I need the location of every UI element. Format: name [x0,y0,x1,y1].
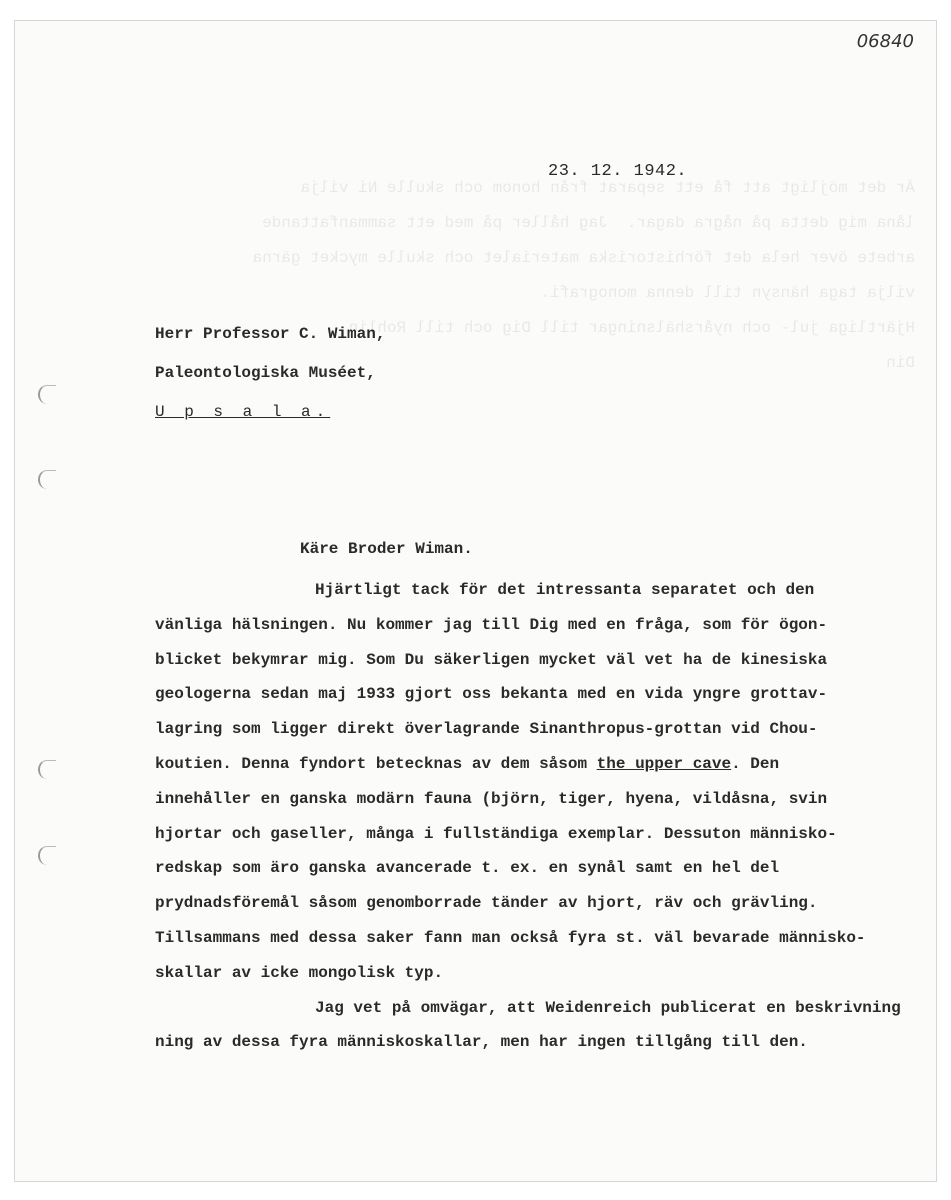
punch-hole-4 [38,846,56,865]
recipient-institution: Paleontologiska Muséet, [155,364,376,382]
punch-hole-2 [38,470,56,489]
body-line: vänliga hälsningen. Nu kommer jag till Dig med en fråga, som för ögon- [155,615,828,634]
body-line: blicket bekymrar mig. Som Du säkerligen mycket väl vet ha de kinesiska [155,650,828,669]
show-through-text: Är det möjligt att få ett separat från honom och skulle Ni vilja låna mig detta på några dagar. Jag håller på med ett sammanfattande arbete över hela det förhistoriska materialet och skulle mycket gärna vilja taga hänsyn till denna monografi. Hjärtliga jul- och nyårshälsningar till Dig och till Rohlin Din [252,179,915,372]
body-line: innehåller en ganska modärn fauna (björn, tiger, hyena, vildåsna, svin [155,789,828,808]
body-line: Hjärtligt tack för det intressanta separatet och den [315,581,815,599]
letter-date: 23. 12. 1942. [548,162,688,181]
paragraph-1 [155,573,925,991]
body-line [155,747,925,782]
salutation: Käre Broder Wiman. [300,540,473,558]
archive-number: 06840 [856,31,914,52]
body-line: hjortar och gaseller, många i fullständiga exemplar. Dessuton människo- [155,824,837,843]
punch-hole-1 [38,385,56,404]
underlined-term: the upper cave [596,754,732,773]
recipient-name: Herr Professor C. Wiman, [155,325,386,343]
body-text: koutien. Denna fyndort betecknas av dem såsom [155,754,597,773]
body-line: skallar av icke mongolisk typ. [155,963,444,982]
body-line: Jag vet på omvägar, att Weidenreich publicerat en beskrivning [315,998,901,1017]
recipient-city: U p s a l a. [155,403,331,421]
body-line: redskap som äro ganska avancerade t. ex. en synål samt en hel del [155,859,780,878]
body-line: prydnadsföremål såsom genomborrade tänder av hjort, räv och grävling. [155,894,818,913]
body-line: lagring som ligger direkt överlagrande Sinanthropus-grottan vid Chou- [155,720,818,739]
body-line: ning av dessa fyra människoskallar, men har ingen tillgång till den. [155,1033,808,1052]
body-line: geologerna sedan maj 1933 gjort oss bekanta med en vida yngre grottav- [155,685,828,704]
letter-body [155,573,925,1060]
paragraph-2 [155,991,925,1061]
punch-hole-3 [38,760,56,779]
body-line: Tillsammans med dessa saker fann man också fyra st. väl bevarade människo- [155,928,866,947]
body-text: . Den [731,754,780,773]
